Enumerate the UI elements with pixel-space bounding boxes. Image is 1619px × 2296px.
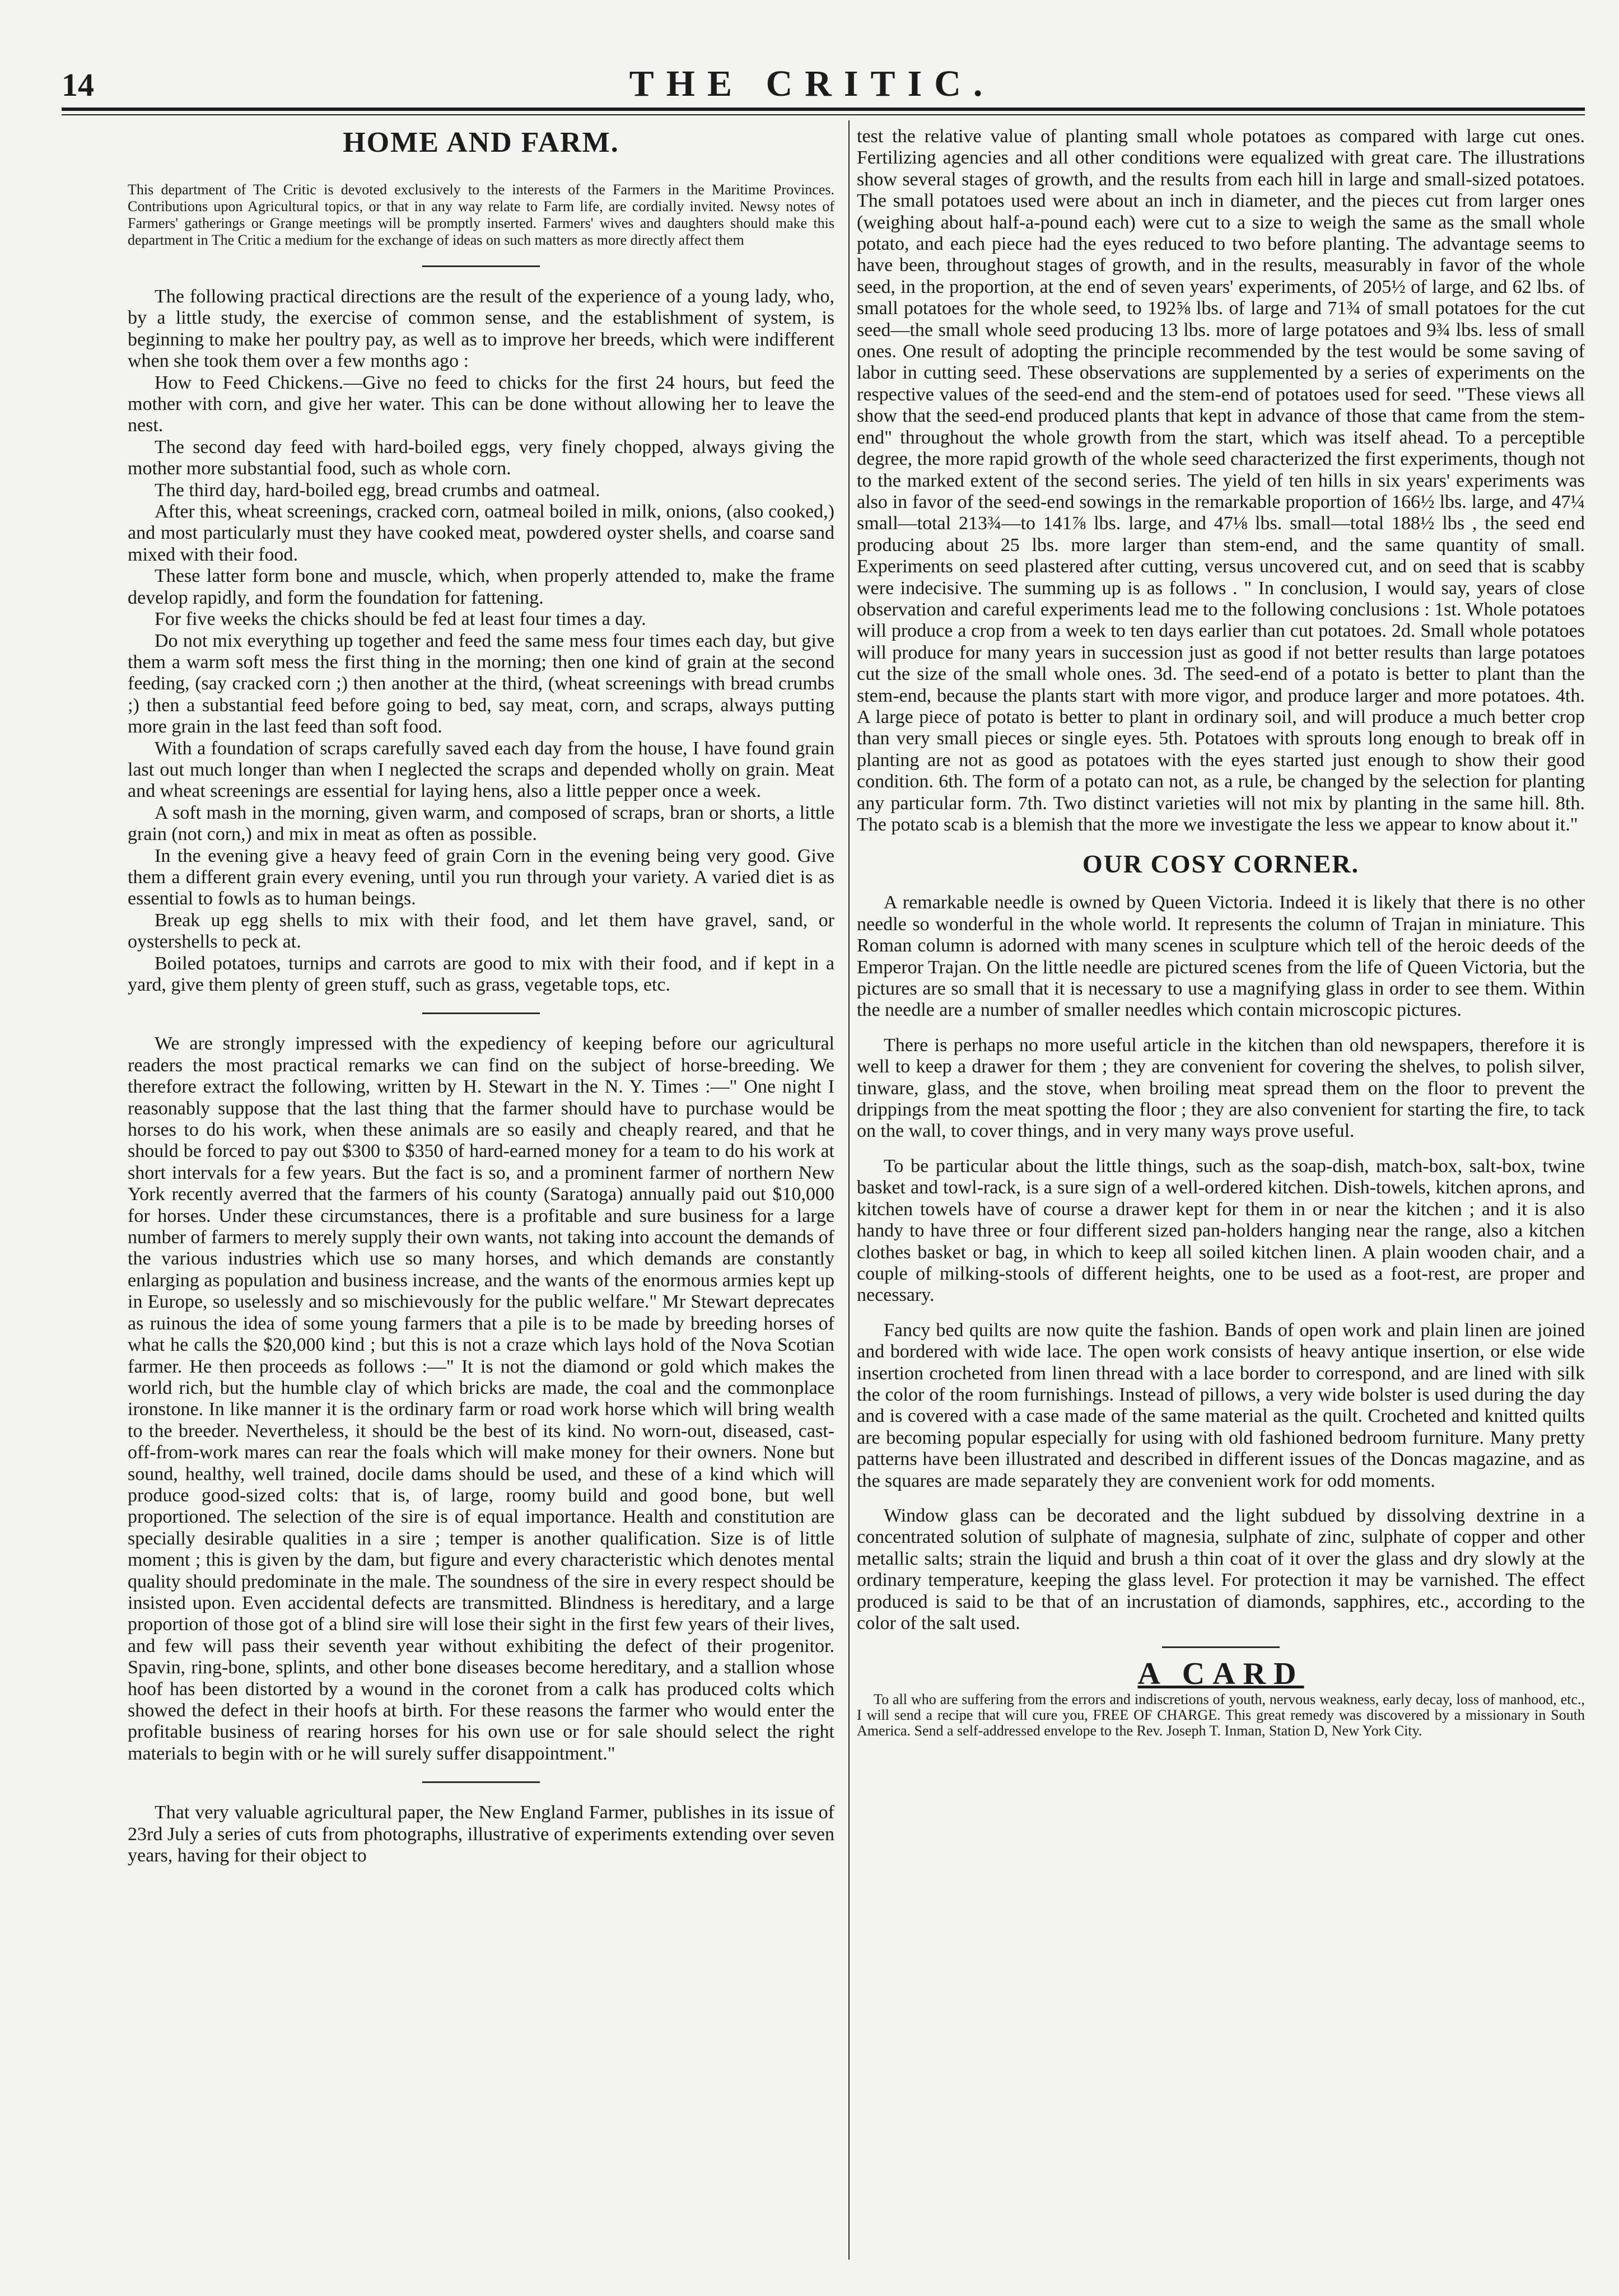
poultry-paragraph: Break up egg shells to mix with their food, and let them have gravel, sand, or oystershells to peck at. bbox=[128, 909, 834, 953]
poultry-paragraph: These latter form bone and muscle, which, when properly attended to, make the frame develop rapidly, and form the foundation for fattening. bbox=[128, 566, 834, 608]
poultry-paragraph: The third day, hard-boiled egg, bread crumbs and oatmeal. bbox=[155, 479, 600, 501]
page-number: 14 bbox=[62, 67, 94, 103]
home-and-farm-intro: This department of The Critic is devoted exclusively to the interests of the Farmers in the Maritime Provinces. Contributions upon Agricultural topics, or that in any way relate to Farm life, are cordially invited. Newsy notes of Farmers' gatherings or Grange meetings will be promptly inserted. Farmers' wives and daughters should make this department in The Critic a medium for the exchange of ideas on such matters as more directly affect them bbox=[128, 181, 834, 248]
potato-article-continued: test the relative value of planting small whole potatoes as compared with large cut ones. Fertilizing agencies and all other conditions were equalized with great care. The illustrations show several stages of growth, and the results from each hill in large and small-sized potatoes. The small potatoes used were about an inch in diameter, and the pieces cut from larger ones (weighing about half-a-pound each) were cut to a size to weigh the same as the small whole potato, and each piece had the eyes reduced to two before planting. The advantage seems to have been, throughout stages of growth, and in the results, measurably in favor of the whole seed, in the proportion, at the end of seven years' experiments, of 205½ of large, and 62 lbs. of small potatoes for the whole seed, to 192⅝ lbs. of large and 71¾ of small potatoes for the cut seed—the small whole seed producing 13 lbs. more of large potatoes and 9¾ lbs. less of small ones. One result of adopting the principle recommended by the test would be some saving of labor in cutting seed. These observations are supplemented by a series of experiments on the respective values of the seed-end and the stem-end of potatoes used for seed. "These views all show that the seed-end produced plants that kept in advance of those that came from the stem-end" throughout the whole growth from the start, which was itself ahead. To a perceptible degree, the more rapid growth of the whole seed characterized the first experiments, though not to the marked extent of the second series. The yield of ten hills in six years' experiments was also in favor of the seed-end sowings in the remarkable proportion of 166½ lbs. large, and 47¼ small—total 213¾—to 141⅞ lbs. large, and 47⅛ lbs. small—total 188½ lbs , the seed end producing about 25 lbs. more larger than stem-end, and the same quantity of small. Experiments on seed plastered after cutting, versus uncovered cut, and on seed that is scabby were indecisive. The summing up is as follows . " In conclusion, I would say, years of close observation and careful experiments lead me to the following conclusions : 1st. Whole potatoes will produce a crop from a week to ten days earlier than cut potatoes. 2d. Small whole potatoes will produce for many years in succession just as good if not better results than large potatoes cut the size of the small whole ones. 3d. The seed-end of a potato is better to plant than the stem-end, because the plants start with more vigor, and produce larger and more potatoes. 4th. A large piece of potato is better to plant in ordinary soil, and will produce a much better crop than very small pieces or single eyes. 5th. Potatoes with sprouts long enough to break off in planting are not as good as potatoes with the eyes started just enough to show their good condition. 6th. The form of a potato can not, as a rule, be changed by the selection for planting any particular form. 7th. Two distinct varieties will not mix by planting in the same hill. 8th. The potato scab is a blemish that the more we investigate the less we appear to know about it." bbox=[857, 126, 1585, 835]
poultry-paragraph: Boiled potatoes, turnips and carrots are good to mix with their food, and if kept in a yard, give them plenty of green stuff, such as grass, vegetable tops, etc. bbox=[128, 953, 834, 995]
masthead: THE CRITIC. bbox=[629, 63, 995, 104]
poultry-paragraph: A soft mash in the morning, given warm, and composed of scraps, bran or shorts, a little grain (not corn,) and mix in meat as often as possible. bbox=[128, 802, 834, 845]
right-column bbox=[857, 126, 1585, 1739]
potato-article-start: That very valuable agricultural paper, the New England Farmer, publishes in its issue of 23rd July a series of cuts from photographs, illustrative of experiments extending over seven years, having for their object to bbox=[128, 1802, 834, 1866]
cosy-corner-paragraph: A remarkable needle is owned by Queen Victoria. Indeed it is likely that there is no other needle so wonderful in the whole world. It represents the column of Trajan in miniature. This Roman column is adorned with many scenes in sculpture which tell of the heroic deeds of the Emperor Trajan. On the little needle are pictured scenes from the life of Queen Victoria, but the pictures are so small that it is necessary to use a magnifying glass in order to see them. Within the needle are a number of smaller needles which contain microscopic pictures. bbox=[857, 892, 1585, 1021]
poultry-paragraph: Do not mix everything up together and feed the same mess four times each day, but give them a warm soft mess the first thing in the morning; then one kind of grain at the second feeding, (say cracked corn ;) then another at the third, (wheat screenings with bread crumbs ;) then a substantial feed before going to bed, say meat, corn, and scraps, always putting more grain in the last feed than soft food. bbox=[128, 630, 834, 738]
left-column bbox=[128, 126, 834, 1866]
poultry-paragraph: With a foundation of scraps carefully saved each day from the house, I have found grain last out much longer than when I neglected the scraps and depended wholly on grain. Meat and wheat screenings are essential for laying hens, also a little pepper once a week. bbox=[128, 738, 834, 802]
poultry-paragraph: For five weeks the chicks should be fed at least four times a day. bbox=[155, 609, 646, 630]
poultry-paragraph: The following practical directions are the result of the experience of a young lady, who, by a little study, the exercise of common sense, and the establishment of system, is beginning to make her poultry pay, as well as to improve her breeds, which were indifferent when she took them over a few months ago : bbox=[128, 286, 834, 372]
section-divider bbox=[1162, 1646, 1280, 1648]
cosy-corner-title: OUR COSY CORNER. bbox=[1082, 850, 1360, 879]
poultry-paragraph: In the evening give a heavy feed of grain Corn in the evening being very good. Give them a different grain every evening, until you run through your variety. A varied diet is as essential to fowls as to human beings. bbox=[128, 845, 834, 909]
poultry-paragraph: After this, wheat screenings, cracked corn, oatmeal boiled in milk, onions, (also cooked,) and most particularly must they have cooked meat, powdered oyster shells, and coarse sand mixed with their food. bbox=[128, 501, 834, 565]
poultry-paragraph: The second day feed with hard-boiled eggs, very finely chopped, always giving the mother more substantial food, such as whole corn. bbox=[128, 436, 834, 479]
cosy-corner-paragraph: To be particular about the little things, such as the soap-dish, match-box, salt-box, twine basket and towl-rack, is a sure sign of a well-ordered kitchen. Dish-towels, kitchen aprons, and kitchen towels have of course a drawer kept for them in or near the kitchen ; and it is also handy to have three or four different sized pan-holders hanging near the range, also a kitchen clothes basket or bag, in which to keep all soiled kitchen linen. A plain wooden chair, and a couple of milking-stools of different heights, one to be used as a foot-rest, are proper and necessary. bbox=[857, 1155, 1585, 1306]
cosy-corner-paragraph: Window glass can be decorated and the light subdued by dissolving dextrine in a concentrated solution of sulphate of magnesia, sulphate of zinc, sulphate of copper and other metallic salts; strain the liquid and brush a thin coat of it over the glass and dry slowly at the ordinary temperature, keeping the glass level. For protection it may be varnished. The effect produced is said to be that of an incrustation of diamonds, sapphires, etc., according to the color of the salt used. bbox=[857, 1505, 1585, 1634]
cosy-corner-paragraph: Fancy bed quilts are now quite the fashion. Bands of open work and plain linen are joined and bordered with wide lace. The open work consists of heavy antique insertion, or else wide insertion crocheted from linen thread with a lace border to correspond, and are lined with silk the color of the room furnishings. Instead of pillows, a very wide bolster is used during the day and is covered with a case made of the same material as the quilt. Crocheted and knitted quilts are becoming popular especially for using with old fashioned bedroom furniture. Many pretty patterns have been illustrated and described in different issues of the Doncas magazine, and as the squares are made separately they are convenient work for odd moments. bbox=[857, 1319, 1585, 1491]
section-divider bbox=[422, 1781, 540, 1783]
header-rule-thin bbox=[62, 114, 1585, 115]
horse-breeding-article: We are strongly impressed with the expediency of keeping before our agricultural readers the most practical remarks we can find on the subject of horse-breeding. We therefore extract the following, written by H. Stewart in the N. Y. Times :—" One night I reasonably suppose that the last thing that the farmer should have to purchase would be horses to do his work, when these animals are so easily and cheaply reared, and that he should be forced to pay out $300 to $350 of hard-earned money for a team to do his work at short intervals for a few years. But the fact is so, and a prominent farmer of northern New York recently averred that the farmers of his county (Saratoga) annually paid out $10,000 for horses. Under these circumstances, there is a profitable and sure business for a large number of farmers to merely supply their own wants, not taking into account the demands of the various industries which use so many horses, and which demands are constantly enlarging as population and business increase, and the wants of the enormous armies kept up in Europe, so uselessly and so mischievously for the public welfare." Mr Stewart deprecates as ruinous the idea of some young farmers that a pile is to be made by breeding horses of what he calls the $20,000 kind ; but this is not a craze which lays hold of the Nova Scotian farmer. He then proceeds as follows :—" It is not the diamond or gold which makes the world rich, but the humble clay of which bricks are made, the coal and the commonplace ironstone. In like manner it is the ordinary farm or road work horse which will bring wealth to the breeder. Nevertheless, it should be the best of its kind. No worn-out, diseased, cast-off-from-work mares can rear the foals which will make money for their owners. None but sound, healthy, well trained, docile dams should be used, and these of a kind which will produce good-sized colts: that is, of large, roomy build and good bone, but well proportioned. The selection of the sire is of equal importance. Health and constitution are specially desirable qualities in a sire ; temper is another qualification. Size is of little moment ; this is given by the dam, but figure and every characteristic which denotes mental quality should predominate in the male. The soundness of the sire in every respect should be insisted upon. Even accidental defects are transmitted. Blindness is hereditary, and a large proportion of those got of a blind sire will lose their sight in the first few years of their lives, and few will pass their seventh year without exhibiting the defect of their progenitor. Spavin, ring-bone, splints, and other bone diseases become hereditary, and a stallion whose hoof has been distorted by a wound in the coronet from a calk has produced colts which showed the defect in their hoofs at birth. For these reasons the farmer who would enter the profitable business of rearing horses for his own use or for sale should select the right materials to begin with or he will surely suffer disappointment." bbox=[128, 1033, 834, 1764]
section-divider bbox=[422, 265, 540, 267]
header-rule-thick bbox=[62, 108, 1585, 111]
section-divider bbox=[422, 1012, 540, 1014]
card-text: To all who are suffering from the errors and indiscretions of youth, nervous weakness, early decay, loss of manhood, etc., I will send a recipe that will cure you, FREE OF CHARGE. This great remedy was discovered by a missionary in South America. Send a self-addressed envelope to the Rev. Joseph T. Inman, Station D, New York City. bbox=[857, 1691, 1585, 1739]
column-divider bbox=[848, 120, 850, 2260]
cosy-corner-paragraph: There is perhaps no more useful article in the kitchen than old newspapers, therefore it is well to keep a drawer for them ; they are convenient for covering the shelves, to polish silver, tinware, glass, and the stove, when broiling meat spread them on the floor to prevent the drippings from the meat spotting the floor ; they are also convenient for starting the fire, to tack on the wall, to cover things, and in very many ways prove useful. bbox=[857, 1034, 1585, 1142]
card-title: A CARD bbox=[1137, 1656, 1304, 1692]
home-and-farm-title: HOME AND FARM. bbox=[343, 127, 619, 158]
poultry-paragraph: How to Feed Chickens.—Give no feed to chicks for the first 24 hours, but feed the mother with corn, and give her water. This can be done without allowing her to leave the nest. bbox=[128, 372, 834, 436]
